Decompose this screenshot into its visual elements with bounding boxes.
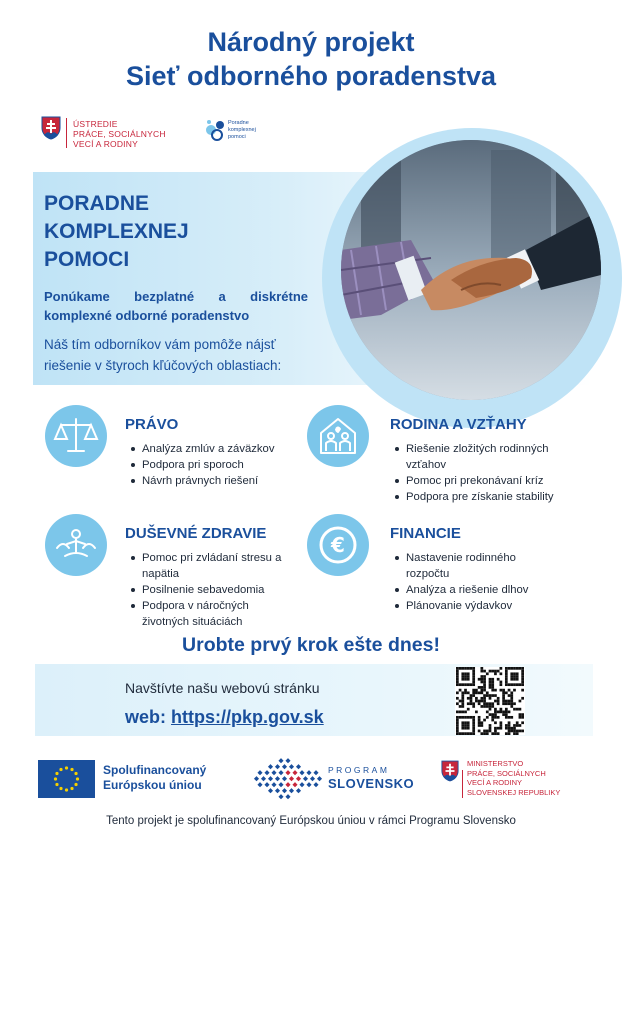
- svg-text:€: €: [331, 533, 345, 557]
- slovensko-label: SLOVENSKO: [328, 776, 415, 791]
- list-item: Návrh právnych riešení: [128, 473, 298, 489]
- program-slovensko-logo-icon: [249, 758, 325, 800]
- list-item: Analýza zmlúv a záväzkov: [128, 441, 298, 457]
- list-item: Nastavenie rodinného rozpočtu: [392, 550, 552, 582]
- hero-heading: PORADNE KOMPLEXNEJ POMOCI: [44, 192, 189, 271]
- list-item: Plánovanie výdavkov: [392, 598, 552, 614]
- program-label: PROGRAM: [328, 765, 390, 775]
- web-url[interactable]: https://pkp.gov.sk: [171, 707, 324, 727]
- list-item: Podpora pri sporoch: [128, 457, 298, 473]
- footnote: Tento projekt je spolufinancovaný Európskou úniou v rámci Programu Slovensko: [106, 815, 516, 827]
- area-title-rodina: RODINA A VZŤAHY: [390, 416, 527, 433]
- list-item: Posilnenie sebavedomia: [128, 582, 288, 598]
- area-list-rodina: [392, 441, 572, 505]
- area-title-dusevne-zdravie: DUŠEVNÉ ZDRAVIE: [125, 525, 267, 542]
- meditation-icon: [45, 514, 107, 576]
- web-link[interactable]: web: https://pkp.gov.sk: [125, 707, 324, 727]
- pkp-logo-icon: [203, 116, 229, 142]
- list-item: Pomoc pri prekonávaní kríz: [392, 473, 572, 489]
- handshake-photo: [341, 140, 601, 400]
- cta-headline: Urobte prvý krok ešte dnes!: [182, 634, 440, 656]
- list-item: Analýza a riešenie dlhov: [392, 582, 552, 598]
- ustredie-divider: [66, 118, 67, 148]
- title-line-2: Sieť odborného poradenstva: [126, 61, 496, 91]
- slovak-coat-of-arms-icon: [441, 760, 459, 782]
- family-house-icon: [307, 405, 369, 467]
- ministry-logo-text: MINISTERSTVO PRÁCE, SOCIÁLNYCH VECÍ A RODINY SLOVENSKEJ REPUBLIKY: [467, 759, 561, 797]
- area-list-financie: [392, 550, 552, 614]
- euro-coin-icon: [307, 514, 369, 576]
- pkp-logo-text: Poradne komplexnej pomoci: [228, 120, 256, 140]
- area-list-dusevne-zdravie: [128, 550, 288, 630]
- visit-text: Navštívte našu webovú stránku: [125, 680, 320, 696]
- hero-description: Náš tím odborníkov vám pomôže nájsť riešenie v štyroch kľúčových oblastiach:: [44, 337, 282, 373]
- ustredie-logo-text: ÚSTREDIE PRÁCE, SOCIÁLNYCH VECÍ A RODINY: [73, 119, 166, 149]
- area-title-financie: FINANCIE: [390, 525, 461, 542]
- list-item: Pomoc pri zvládaní stresu a napätia: [128, 550, 288, 582]
- qr-code-icon[interactable]: [455, 667, 525, 735]
- list-item: Riešenie zložitých rodinných vzťahov: [392, 441, 572, 473]
- slovak-coat-of-arms-icon: [41, 116, 61, 140]
- area-title-pravo: PRÁVO: [125, 416, 179, 433]
- title-line-1: Národný projekt: [207, 27, 415, 57]
- area-list-pravo: [128, 441, 298, 489]
- eu-flag-icon: [38, 760, 95, 798]
- list-item: Podpora pre získanie stability: [392, 489, 572, 505]
- scales-icon: [45, 405, 107, 467]
- eu-cofinanced-text: Spolufinancovaný Európskou úniou: [103, 763, 207, 792]
- list-item: Podpora v náročných životných situáciách: [128, 598, 288, 630]
- ministry-divider: [462, 770, 463, 798]
- hero-lead: Ponúkame bezplatné a diskrétne komplexné odborné poradenstvo: [44, 289, 308, 323]
